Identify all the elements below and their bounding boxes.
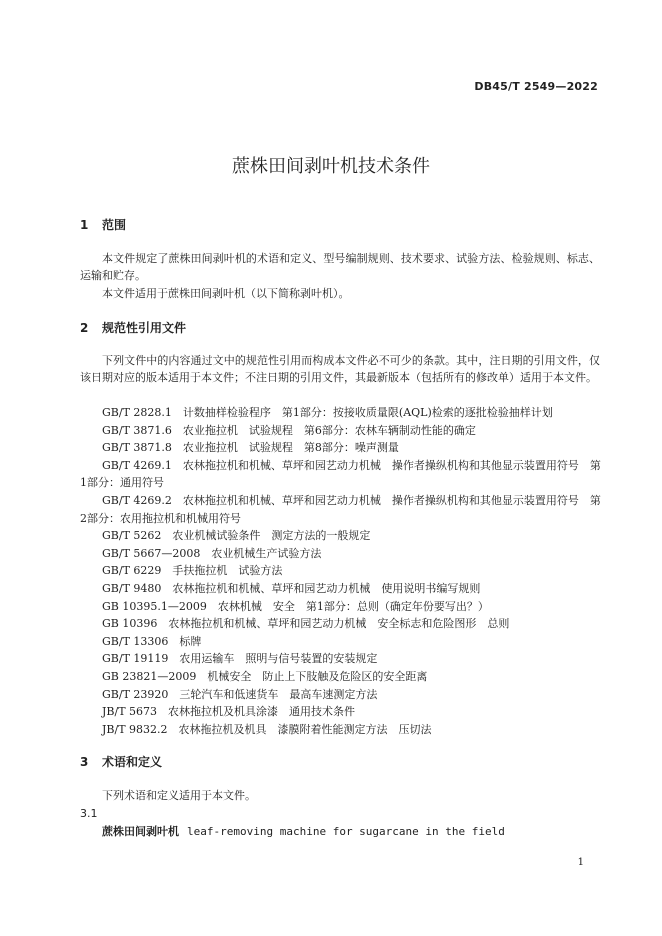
section-title: 规范性引用文件 bbox=[102, 321, 187, 335]
reference-item: GB/T 5667—2008 农业机械生产试验方法 bbox=[102, 546, 322, 560]
references-intro: 下列文件中的内容通过文中的规范性引用而构成本文件必不可少的条款。其中，注日期的引用文件，仅该日期对应的版本适用于本文件；不注日期的引用文件，其最新版本（包括所有的修改单）适用于本文件。 bbox=[80, 354, 600, 385]
section-number: 2 bbox=[80, 321, 89, 335]
reference-item: GB 10396 农林拖拉机和机械、草坪和园艺动力机械 安全标志和危险图形 总则 bbox=[102, 617, 510, 631]
reference-item: GB/T 3871.6 农业拖拉机 试验规程 第6部分：农林车辆制动性能的确定 bbox=[102, 423, 476, 437]
section-2-heading bbox=[80, 319, 186, 336]
normative-references-list bbox=[80, 404, 602, 738]
reference-item: GB 10395.1—2009 农林机械 安全 第1部分：总则（确定年份要写出？） bbox=[102, 599, 489, 613]
reference-item: GB/T 13306 标牌 bbox=[102, 634, 202, 648]
reference-item: GB/T 9480 农林拖拉机和机械、草坪和园艺动力机械 使用说明书编写规则 bbox=[102, 581, 481, 595]
section-title: 术语和定义 bbox=[102, 755, 163, 769]
clause-number: 3.1 bbox=[80, 807, 98, 820]
term-english: leaf-removing machine for sugarcane in the field bbox=[187, 825, 505, 838]
scope-paragraph-1: 本文件规定了蔗株田间剥叶机的术语和定义、型号编制规则、技术要求、试验方法、检验规则、标志、运输和贮存。 bbox=[80, 252, 600, 283]
term-chinese: 蔗株田间剥叶机 bbox=[102, 825, 179, 838]
reference-item: GB/T 4269.2 农林拖拉机和机械、草坪和园艺动力机械 操作者操纵机构和其他显示装置用符号 第2部分：农用拖拉机和机械用符号 bbox=[80, 493, 601, 525]
section-1-heading bbox=[80, 216, 126, 233]
reference-item: GB/T 3871.8 农业拖拉机 试验规程 第8部分：噪声测量 bbox=[102, 441, 399, 455]
reference-item: GB/T 23920 三轮汽车和低速货车 最高车速测定方法 bbox=[102, 687, 378, 701]
scope-paragraph-2: 本文件适用于蔗株田间剥叶机（以下简称剥叶机）。 bbox=[102, 287, 350, 300]
terms-intro: 下列术语和定义适用于本文件。 bbox=[102, 789, 256, 802]
reference-item: JB/T 9832.2 农林拖拉机及机具 漆膜附着性能测定方法 压切法 bbox=[102, 722, 432, 736]
standard-code: DB45/T 2549—2022 bbox=[474, 80, 598, 93]
reference-item: GB/T 4269.1 农林拖拉机和机械、草坪和园艺动力机械 操作者操纵机构和其他显示装置用符号 第1部分：通用符号 bbox=[80, 458, 601, 490]
section-3-heading bbox=[80, 753, 162, 770]
reference-item: GB/T 19119 农用运输车 照明与信号装置的安装规定 bbox=[102, 652, 378, 666]
section-number: 3 bbox=[80, 755, 89, 769]
term-entry bbox=[102, 823, 505, 839]
document-title: 蔗株田间剥叶机技术条件 bbox=[232, 156, 430, 177]
page-number: 1 bbox=[577, 857, 584, 868]
reference-item: JB/T 5673 农林拖拉机及机具涂漆 通用技术条件 bbox=[102, 705, 356, 719]
section-title: 范围 bbox=[102, 218, 127, 232]
reference-item: GB/T 6229 手扶拖拉机 试验方法 bbox=[102, 564, 283, 578]
reference-item: GB/T 2828.1 计数抽样检验程序 第1部分：按接收质量限(AQL)检索的逐批检验抽样计划 bbox=[102, 406, 553, 419]
reference-item: GB/T 5262 农业机械试验条件 测定方法的一般规定 bbox=[102, 529, 371, 543]
reference-item: GB 23821—2009 机械安全 防止上下肢触及危险区的安全距离 bbox=[102, 669, 428, 683]
section-number: 1 bbox=[80, 218, 89, 232]
